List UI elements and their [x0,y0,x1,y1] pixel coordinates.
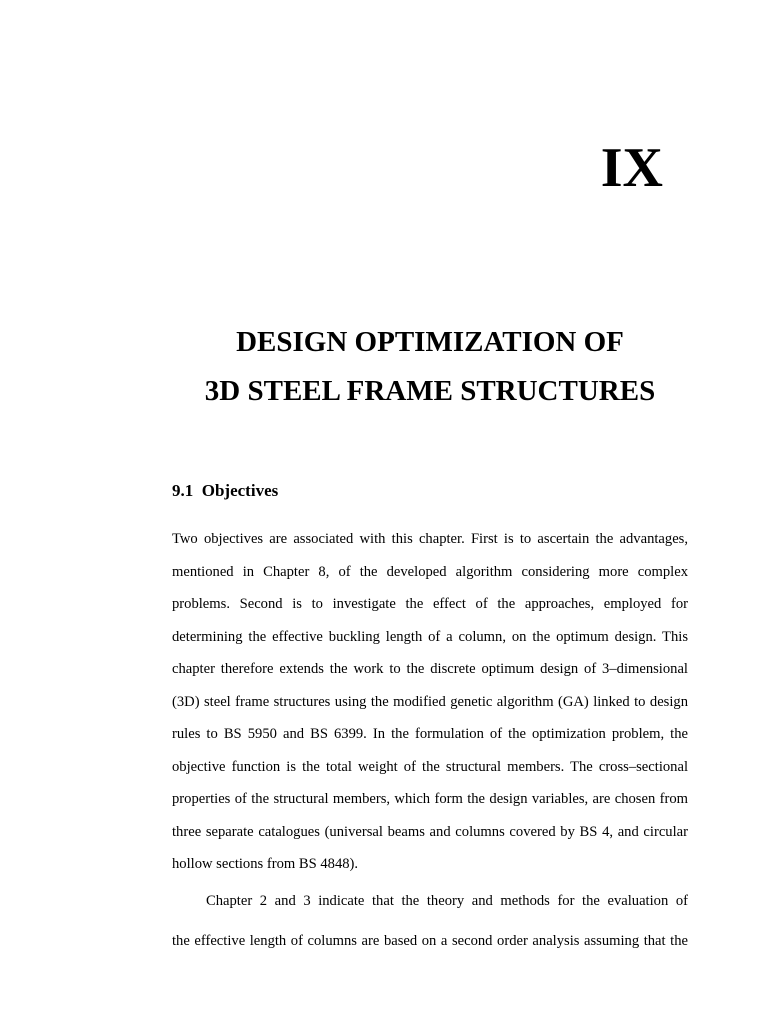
paragraph-line: three separate catalogues (universal beams and columns covered by BS 4, and circular [172,823,688,840]
paragraph-line: rules to BS 5950 and BS 6399. In the formulation of the optimization problem, the [172,726,688,742]
paragraph-line: Chapter 2 and 3 indicate that the theory and methods for the evaluation of [206,893,688,909]
paragraph-2 [172,893,688,973]
paragraph-line: (3D) steel frame structures using the modified genetic algorithm (GA) linked to design [172,693,688,710]
paragraph-line: mentioned in Chapter 8, of the developed algorithm considering more complex [172,563,688,580]
paragraph-line: hollow sections from BS 4848). [172,856,359,872]
chapter-title-line-2: 3D STEEL FRAME STRUCTURES [204,375,656,407]
paragraph-line: the effective length of columns are based on a second order analysis assuming that the [172,933,688,949]
paragraph-line: Two objectives are associated with this chapter. First is to ascertain the advantages, [172,531,688,547]
paragraph-line: determining the effective buckling length of a column, on the optimum design. This [172,628,688,645]
chapter-number: IX [600,137,663,199]
paragraph-1 [172,531,688,889]
paragraph-line: objective function is the total weight of the structural members. The cross–sectional [172,758,688,775]
section-heading: 9.1 Objectives [172,481,279,500]
paragraph-line: properties of the structural members, which form the design variables, are chosen from [172,791,688,807]
paragraph-line: problems. Second is to investigate the effect of the approaches, employed for [172,596,688,612]
chapter-title-line-1: DESIGN OPTIMIZATION OF [236,326,624,358]
paragraph-line: chapter therefore extends the work to the discrete optimum design of 3–dimensional [172,661,688,677]
